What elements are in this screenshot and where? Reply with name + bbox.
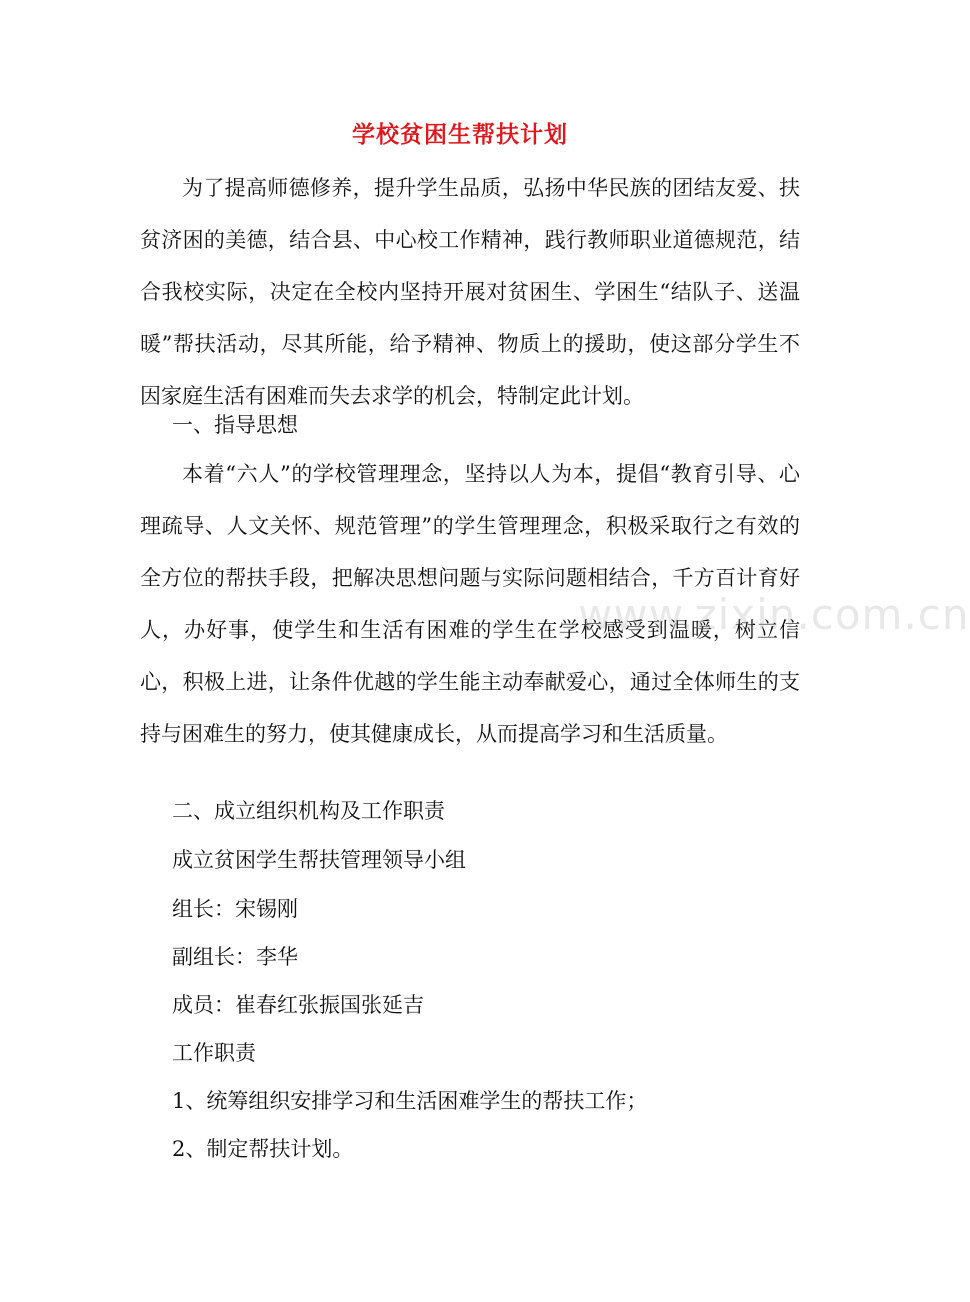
leader-line: 组长：宋锡刚	[172, 897, 298, 921]
section1-heading: 一、指导思想	[172, 413, 298, 437]
document-title: 学校贫困生帮扶计划	[352, 121, 568, 148]
section2-heading: 二、成立组织机构及工作职责	[172, 799, 445, 823]
section1-paragraph: 本着“六人”的学校管理理念，坚持以人为本，提倡“教育引导、心理疏导、人文关怀、规范管理”的学生管理理念，积极采取行之有效的全方位的帮扶手段，把解决思想问题与实际问题相结合，千方百计育好人，办好事，使学生和生活有困难的学生在学校感受到温暖，树立信心，积极上进，让条件优越的学生能主动奉献爱心，通过全体师生的支持与困难生的努力，使其健康成长，从而提高学习和生活质量。	[140, 462, 800, 746]
deputy-line: 副组长：李华	[172, 945, 298, 969]
members-line: 成员：崔春红张振国张延吉	[172, 993, 424, 1017]
intro-paragraph: 为了提高师德修养，提升学生品质，弘扬中华民族的团结友爱、扶贫济困的美德，结合县、中心校工作精神，践行教师职业道德规范，结合我校实际，决定在全校内坚持开展对贫困生、学困生“结队子、送温暖”帮扶活动，尽其所能，给予精神、物质上的援助，使这部分学生不因家庭生活有困难而失去求学的机会，特制定此计划。	[140, 176, 800, 408]
watermark: www.zixin.com.cn	[578, 590, 970, 639]
duty-item-1: 1、统筹组织安排学习和生活困难学生的帮扶工作；	[172, 1089, 648, 1113]
duty-item-2: 2、制定帮扶计划。	[172, 1137, 354, 1161]
duties-heading: 工作职责	[172, 1041, 256, 1065]
group-name: 成立贫困学生帮扶管理领导小组	[172, 848, 466, 872]
